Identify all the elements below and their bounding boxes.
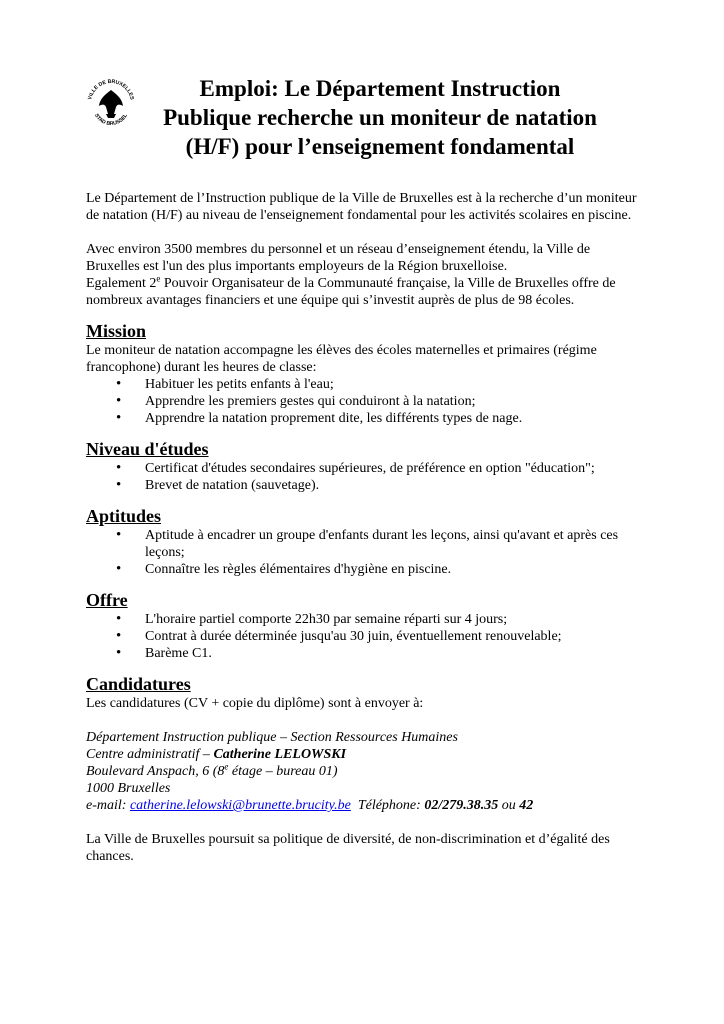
list-item: • Habituer les petits enfants à l'eau; [86,376,646,393]
list-item: • Contrat à durée déterminée jusqu'au 30 juin, éventuellement renouvelable; [86,628,646,645]
phone-number: 02/279.38.35 [424,798,499,813]
list-item: • Certificat d'études secondaires supérieures, de préférence en option "éducation"; [86,460,646,477]
title-line-3: (H/F) pour l’enseignement fondamental [185,134,575,159]
candidatures-text: Les candidatures (CV + copie du diplôme) sont à envoyer à: [86,696,424,711]
intro-paragraph-2: Avec environ 3500 membres du personnel et un réseau d’enseignement étendu, la Ville de Bruxelles est l'un des plus importants employeurs de la Région bruxelloise. [86,242,591,274]
address-line-4: 1000 Bruxelles [86,781,171,796]
list-item: • Brevet de natation (sauvetage). [86,477,646,494]
niveau-heading: Niveau d'études [86,439,209,459]
list-item: • Aptitude à encadrer un groupe d'enfants durant les leçons, ainsi qu'avant et après ces leçons; [86,527,646,561]
contact-line: e-mail: catherine.lelowski@brunette.brucity.be Téléphone: 02/279.38.35 ou 42 [86,798,534,813]
document-body [86,190,646,865]
address-line-3: Boulevard Anspach, 6 (8e étage – bureau 01) [86,761,338,779]
intro-paragraph-1: Le Département de l’Instruction publique de la Ville de Bruxelles est à la recherche d’un moniteur de natation (H/F) au niveau de l'enseignement fondamental pour les activités scolaires en piscine. [86,191,637,223]
contact-address [86,729,646,814]
title-line-1: Emploi: Le Département Instruction [199,76,561,101]
ville-de-bruxelles-seal-icon [84,76,138,130]
list-item: • Connaître les règles élémentaires d'hygiène en piscine. [86,561,646,578]
email-link[interactable]: catherine.lelowski@brunette.brucity.be [129,798,351,813]
niveau-list [86,460,646,494]
address-line-2: Centre administratif – Catherine LELOWSKI [86,747,347,762]
mission-list [86,376,646,427]
phone-extension: 42 [519,798,534,813]
list-item: • Apprendre la natation proprement dite, les différents types de nage. [86,410,646,427]
logo-bottom-text: STAD BRUSSEL [93,112,129,128]
logo-top-text: VILLE DE BRUXELLES [87,78,135,101]
mission-text: Le moniteur de natation accompagne les élèves des écoles maternelles et primaires (régime francophone) durant les heures de classe: [86,343,597,375]
list-item: • Apprendre les premiers gestes qui conduiront à la natation; [86,393,646,410]
list-item: • Barème C1. [86,645,646,662]
intro-paragraph-3: Egalement 2e Pouvoir Organisateur de la Communauté française, la Ville de Bruxelles offre de nombreux avantages financiers et une équipe qui s’investit auprès de plus de 98 écoles. [86,273,616,308]
contact-name: Catherine LELOWSKI [213,747,347,762]
offre-list [86,611,646,662]
page-title [140,74,620,161]
candidatures-heading: Candidatures [86,674,191,694]
offre-heading: Offre [86,590,128,610]
aptitudes-list [86,527,646,578]
title-line-2: Publique recherche un moniteur de natation [163,105,597,130]
mission-heading: Mission [86,321,147,341]
aptitudes-heading: Aptitudes [86,506,162,526]
address-line-1: Département Instruction publique – Section Ressources Humaines [86,730,458,745]
closing-statement: La Ville de Bruxelles poursuit sa politique de diversité, de non-discrimination et d’égalité des chances. [86,832,610,864]
list-item: • L'horaire partiel comporte 22h30 par semaine réparti sur 4 jours; [86,611,646,628]
